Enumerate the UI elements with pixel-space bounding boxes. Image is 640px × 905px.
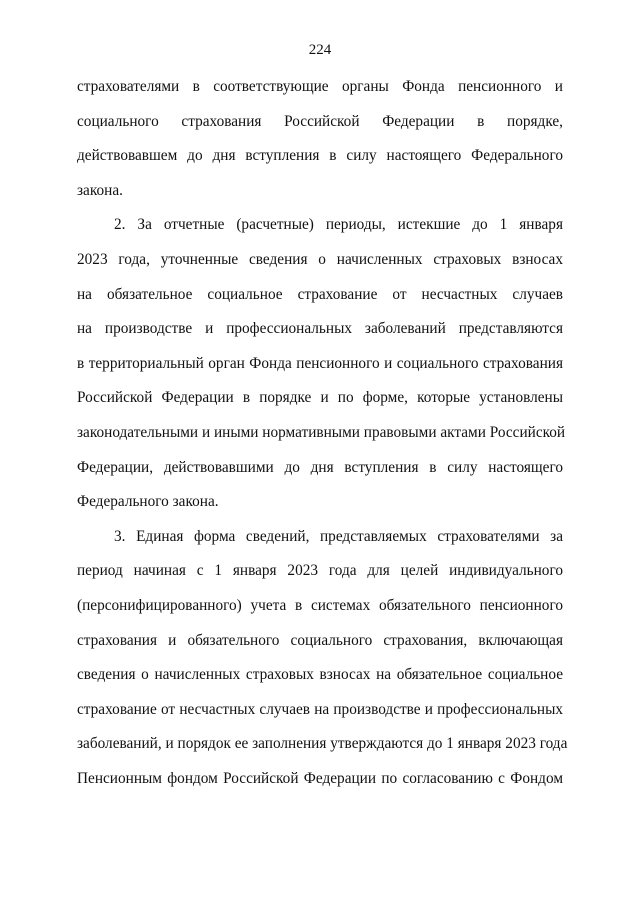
- text-line: Федерального закона.: [77, 493, 219, 511]
- text-line: страхования и обязательного социального страхования, включающая: [77, 631, 563, 649]
- text-line: на производстве и профессиональных заболеваний представляются: [77, 320, 563, 338]
- text-line: 3. Единая форма сведений, представляемых страхователями за: [114, 527, 563, 545]
- text-line: социального страхования Российской Федерации в порядке,: [77, 112, 563, 130]
- text-line: действовавшем до дня вступления в силу настоящего Федерального: [77, 147, 563, 165]
- text-line: Российской Федерации в порядке и по форме, которые установлены: [77, 389, 563, 407]
- text-line: период начиная с 1 января 2023 года для целей индивидуального: [77, 562, 563, 580]
- text-line: (персонифицированного) учета в системах обязательного пенсионного: [77, 596, 563, 614]
- document-body: [77, 76, 568, 802]
- paragraph-continuation: [77, 76, 563, 214]
- text-line: закона.: [77, 181, 123, 199]
- text-line: 2. За отчетные (расчетные) периоды, истекшие до 1 января: [114, 216, 563, 234]
- paragraph-2: [77, 214, 566, 525]
- paragraph-3: [77, 526, 568, 803]
- page-number: 224: [308, 42, 332, 58]
- text-line: законодательными и иными нормативными правовыми актами Российской: [77, 423, 566, 441]
- text-line: в территориальный орган Фонда пенсионного и социального страхования: [77, 354, 563, 372]
- text-line: заболеваний, и порядок ее заполнения утверждаются до 1 января 2023 года: [77, 735, 568, 753]
- text-line: 2023 года, уточненные сведения о начисленных страховых взносах: [77, 250, 563, 268]
- text-line: сведения о начисленных страховых взносах на обязательное социальное: [77, 666, 563, 684]
- text-line: Федерации, действовавшими до дня вступления в силу настоящего: [77, 458, 563, 476]
- text-line: на обязательное социальное страхование от несчастных случаев: [77, 285, 563, 303]
- text-line: Пенсионным фондом Российской Федерации по согласованию с Фондом: [77, 769, 563, 787]
- text-line: страхование от несчастных случаев на производстве и профессиональных: [77, 700, 563, 718]
- text-line: страхователями в соответствующие органы Фонда пенсионного и: [77, 78, 563, 95]
